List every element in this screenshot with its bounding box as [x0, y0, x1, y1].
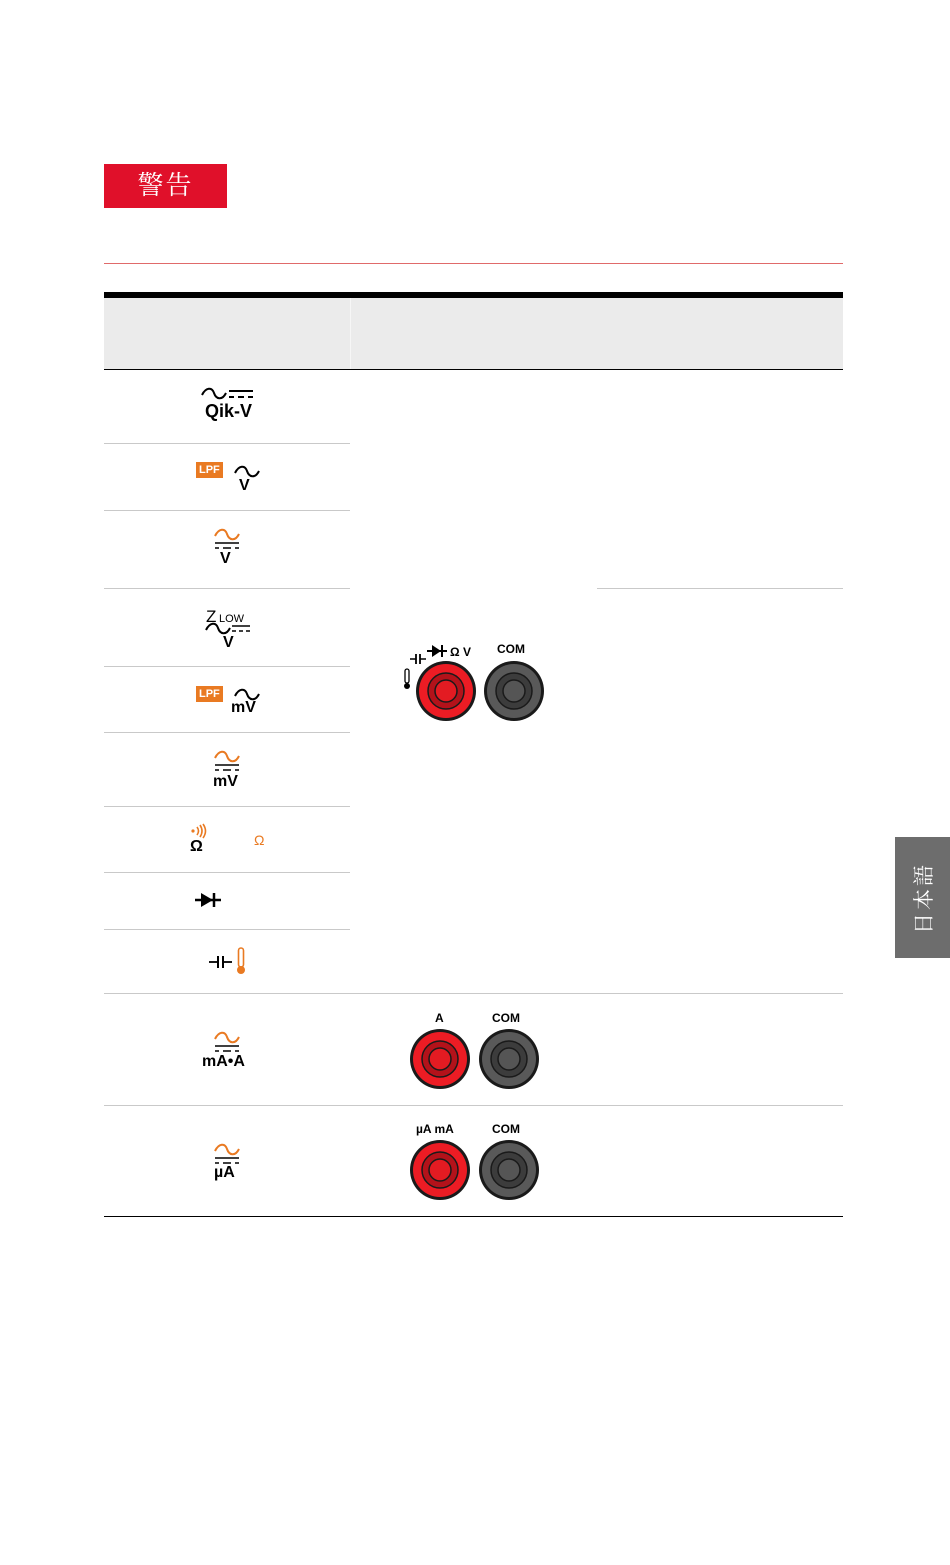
- table-header-divider: [350, 298, 351, 369]
- dc-icon: [229, 388, 259, 402]
- com-terminal-label: COM: [492, 1122, 520, 1136]
- com-terminal-jack: [482, 659, 546, 723]
- table-header: [104, 298, 843, 369]
- mode-label: V: [223, 634, 234, 651]
- row-divider: [104, 929, 350, 930]
- input-terminal-label: Ω V: [450, 645, 471, 659]
- diode-icon: [427, 644, 449, 658]
- lpf-badge-icon: LPF: [196, 462, 223, 478]
- row-divider: [104, 1105, 843, 1106]
- lpf-badge-icon: LPF: [196, 686, 223, 702]
- input-terminal-label: A: [435, 1011, 444, 1025]
- warning-badge: 警告: [104, 164, 227, 208]
- table-header-bottom-rule: [104, 369, 843, 370]
- mode-label: mV: [213, 773, 238, 790]
- language-tab-label: 日本語: [911, 861, 936, 934]
- mode-label: µA: [214, 1164, 235, 1181]
- language-tab[interactable]: [895, 837, 950, 958]
- row-divider: [104, 443, 350, 444]
- mode-label: V: [239, 477, 250, 494]
- input-terminal-label: µA mA: [416, 1122, 454, 1136]
- mode-label: Ω: [190, 838, 203, 855]
- mode-label: mA•A: [202, 1053, 245, 1070]
- ohm-icon: Ω: [254, 832, 265, 848]
- diode-icon: [195, 891, 225, 909]
- section-rule: [104, 263, 843, 264]
- com-terminal-jack: [477, 1027, 541, 1091]
- thermometer-icon: [235, 947, 247, 975]
- row-divider: [104, 510, 350, 511]
- mode-label: Qik-V: [205, 401, 253, 421]
- thermometer-icon: [403, 668, 411, 690]
- input-terminal-jack: [414, 659, 478, 723]
- row-divider: [104, 666, 350, 667]
- com-terminal-label: COM: [497, 642, 525, 656]
- mode-label: V: [220, 550, 231, 567]
- row-divider: [104, 872, 350, 873]
- row-divider: [104, 588, 350, 589]
- com-terminal-jack: [477, 1138, 541, 1202]
- continuity-icon: [189, 824, 209, 838]
- row-divider: [104, 732, 350, 733]
- row-divider: [104, 806, 350, 807]
- mode-prefix: Z: [206, 607, 217, 626]
- mode-label: mV: [231, 699, 256, 716]
- table-bottom-rule: [104, 1216, 843, 1217]
- com-terminal-label: COM: [492, 1011, 520, 1025]
- row-divider: [597, 588, 843, 589]
- input-terminal-jack: [408, 1027, 472, 1091]
- capacitor-icon: [209, 955, 235, 969]
- row-divider: [104, 993, 843, 994]
- mode-subscript: LOW: [219, 613, 245, 625]
- input-terminal-jack: [408, 1138, 472, 1202]
